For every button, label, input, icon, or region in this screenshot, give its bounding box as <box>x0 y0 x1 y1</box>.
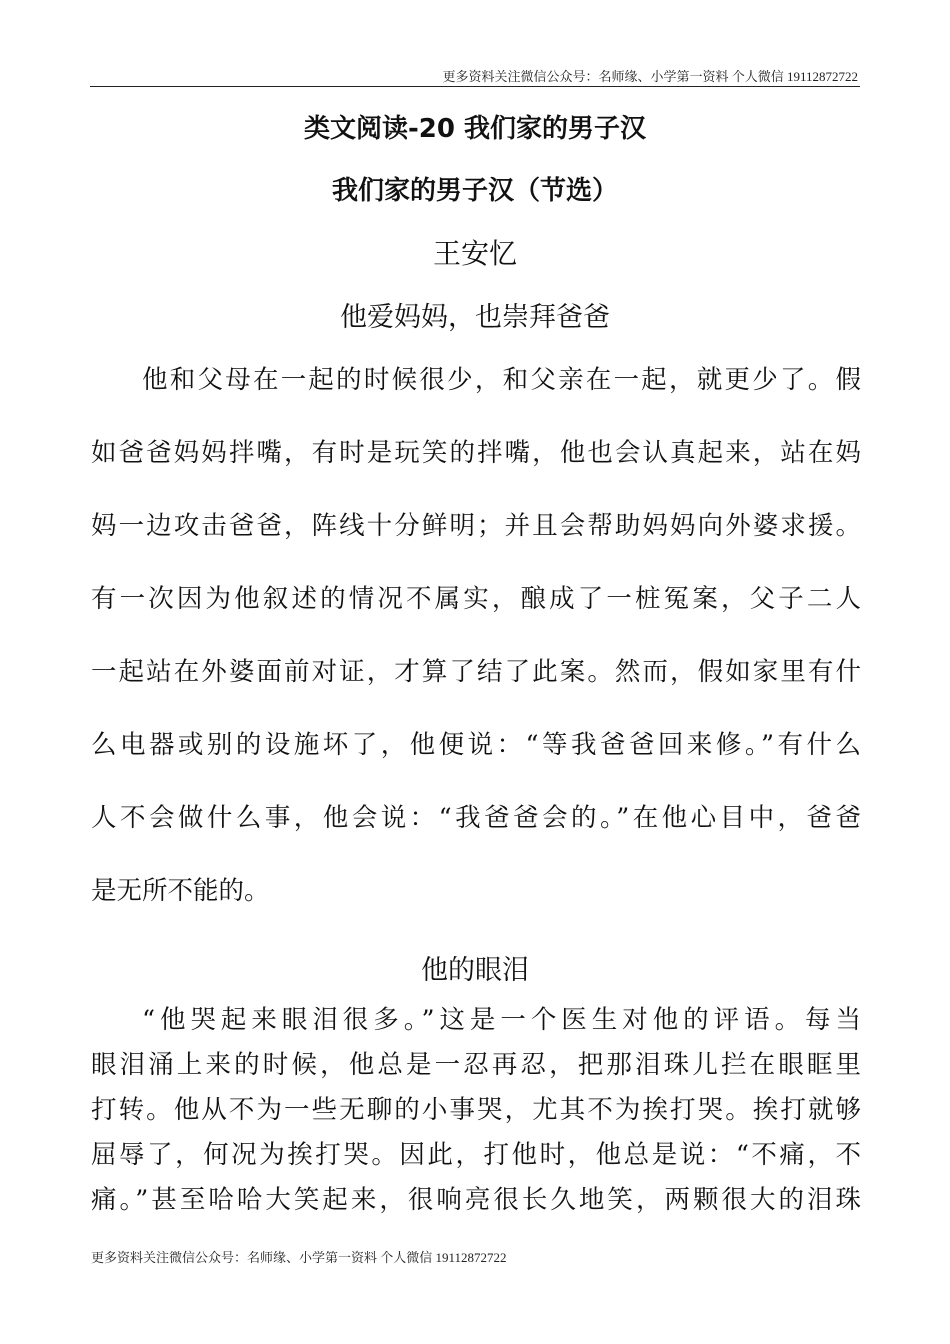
text-line: 人不会做什么事，他会说：“我爸爸会的。”在他心目中，爸爸 <box>91 803 861 833</box>
text-line: 屈辱了，何况为挨打哭。因此，打他时，他总是说：“不痛，不 <box>91 1140 861 1170</box>
paragraph-love-mom <box>91 357 861 941</box>
header-divider <box>90 86 860 87</box>
text-line: 一起站在外婆面前对证，才算了结了此案。然而，假如家里有什 <box>91 657 861 687</box>
text-line: 他和父母在一起的时候很少，和父亲在一起，就更少了。假 <box>142 365 861 395</box>
text-line: 打转。他从不为一些无聊的小事哭，尤其不为挨打哭。挨打就够 <box>91 1095 861 1125</box>
section-heading-tears: 他的眼泪 <box>421 955 529 986</box>
footer-note: 更多资料关注微信公众号：名师缘、小学第一资料 个人微信 19112872722 <box>91 1250 507 1265</box>
header-note: 更多资料关注微信公众号：名师缘、小学第一资料 个人微信 19112872722 <box>442 69 858 84</box>
document-title: 类文阅读-20 我们家的男子汉 <box>303 114 647 144</box>
text-line: 痛。”甚至哈哈大笑起来，很响亮很长久地笑，两颗很大的泪珠 <box>91 1185 861 1215</box>
text-line: “他哭起来眼泪很多。”这是一个医生对他的评语。每当 <box>142 1005 861 1035</box>
section-heading-love-mom: 他爱妈妈，也崇拜爸爸 <box>340 302 610 333</box>
text-line: 是无所不能的。 <box>91 876 270 906</box>
text-line: 有一次因为他叙述的情况不属实，酿成了一桩冤案，父子二人 <box>91 584 861 614</box>
article-title: 我们家的男子汉（节选） <box>331 176 618 206</box>
paragraph-tears <box>91 1000 861 1225</box>
text-line: 如爸爸妈妈拌嘴，有时是玩笑的拌嘴，他也会认真起来，站在妈 <box>91 438 861 468</box>
author-name: 王安忆 <box>432 237 517 270</box>
text-line: 眼泪涌上来的时候，他总是一忍再忍，把那泪珠儿拦在眼眶里 <box>91 1050 861 1080</box>
text-line: 妈一边攻击爸爸，阵线十分鲜明；并且会帮助妈妈向外婆求援。 <box>91 511 861 541</box>
text-line: 么电器或别的设施坏了，他便说：“等我爸爸回来修。”有什么 <box>91 730 861 760</box>
